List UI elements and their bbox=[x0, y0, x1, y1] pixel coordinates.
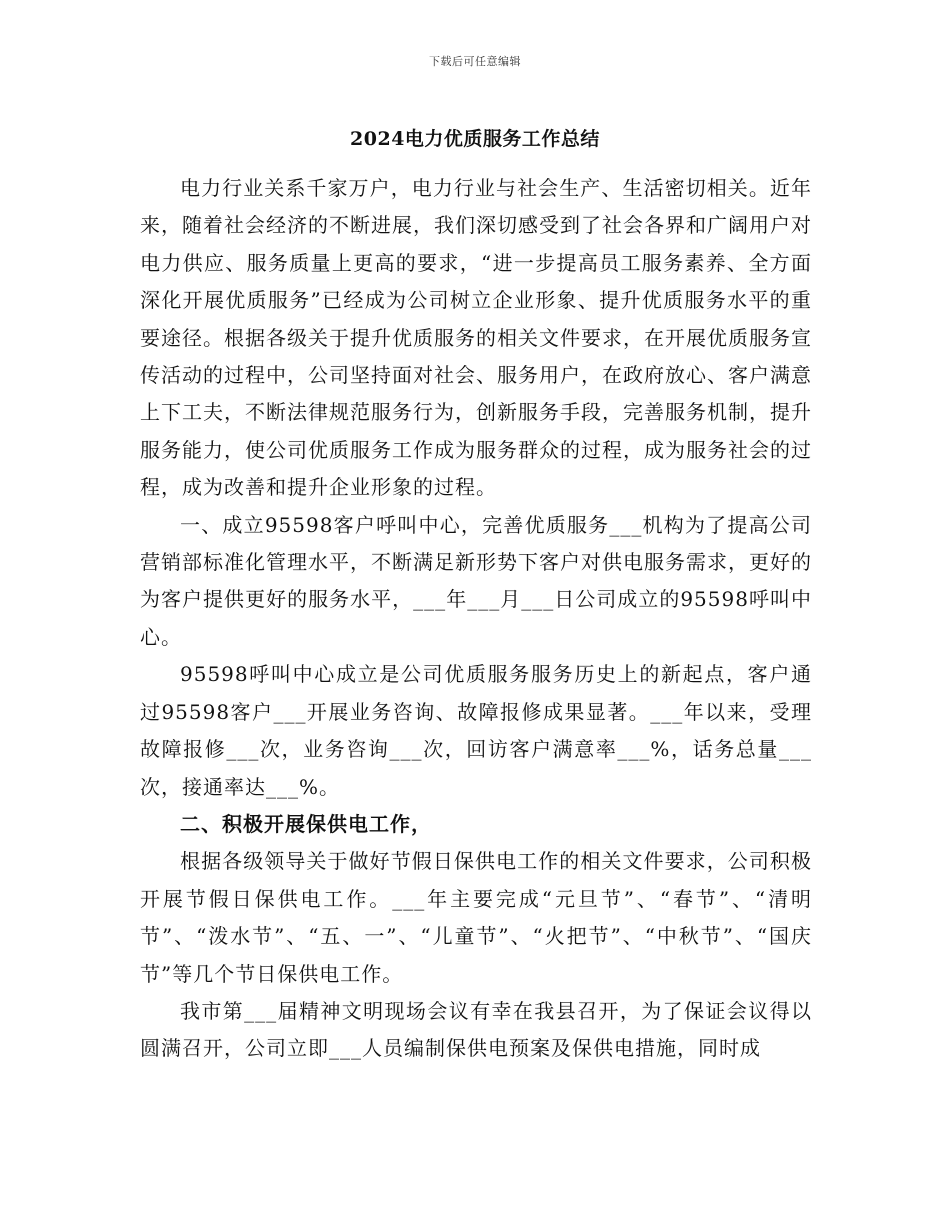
download-note: 下载后可任意编辑 bbox=[429, 55, 521, 68]
paragraph-section-one: 一、成立95598客户呼叫中心，完善优质服务___机构为了提高公司营销部标准化管理水平，不断满足新形势下客户对供电服务需求，更好的为客户提供更好的服务水平，___年___月___日公司成立的95598呼叫中心。 bbox=[140, 512, 812, 649]
document-body bbox=[140, 170, 812, 1068]
paragraph-conference-supply: 我市第___届精神文明现场会议有幸在我县召开，为了保证会议得以圆满召开，公司立即___人员编制保供电预案及保供电措施，同时成 bbox=[140, 998, 812, 1061]
section-heading-two: 二、积极开展保供电工作， bbox=[180, 811, 432, 836]
paragraph-call-center: 95598呼叫中心成立是公司优质服务服务历史上的新起点，客户通过95598客户___开展业务咨询、故障报修成果显著。___年以来，受理故障报修___次，业务咨询___次，回访客户满意率___%，话务总量___次，接通率达___%。 bbox=[140, 662, 812, 799]
paragraph-intro: 电力行业关系千家万户，电力行业与社会生产、生活密切相关。近年来，随着社会经济的不断进展，我们深切感受到了社会各界和广阔用户对电力供应、服务质量上更高的要求，“进一步提高员工服务素养、全方面深化开展优质服务”已经成为公司树立企业形象、提升优质服务水平的重要途径。根据各级关于提升优质服务的相关文件要求，在开展优质服务宣传活动的过程中，公司坚持面对社会、服务用户，在政府放心、客户满意上下工夫，不断法律规范服务行为，创新服务手段，完善服务机制，提升服务能力，使公司优质服务工作成为服务群众的过程，成为服务社会的过程，成为改善和提升企业形象的过程。 bbox=[140, 176, 812, 500]
document-title: 2024电力优质服务工作总结 bbox=[350, 128, 600, 150]
paragraph-holiday-supply: 根据各级领导关于做好节假日保供电工作的相关文件要求，公司积极开展节假日保供电工作。___年主要完成“元旦节”、“春节”、“清明节”、“泼水节”、“五、一”、“儿童节”、“火把节”、“中秋节”、“国庆节”等几个节日保供电工作。 bbox=[140, 849, 812, 986]
